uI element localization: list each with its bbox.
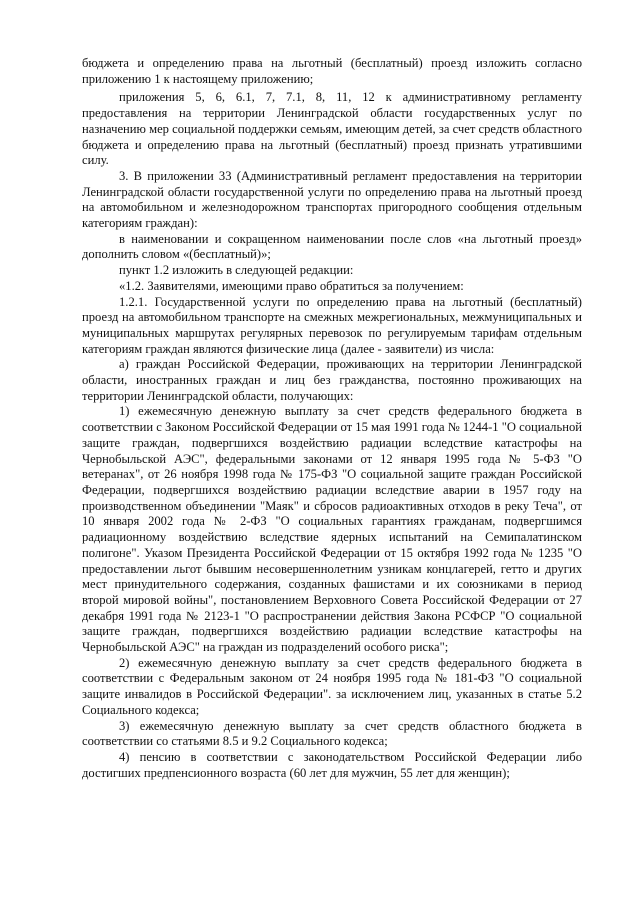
paragraph-subitem-4: 4) пенсию в соответствии с законодательством Российской Федерации либо достигших предпенсионного возраста (60 лет для мужчин, 55 лет для женщин); (82, 749, 582, 780)
paragraph-budget-continuation: бюджета и определению права на льготный (бесплатный) проезд изложить согласно приложению 1 к настоящему приложению; (82, 56, 582, 86)
paragraph-clause-1-2-1: 1.2.1. Государственной услуги по определению права на льготный (бесплатный) проезд на автомобильном транспорте на смежных межрегиональных, межмуниципальных и муниципальных маршрутах регулярных перевозок по регулируемым тарифам отдельным категориям граждан являются физические лица (далее - заявители) из числа: (82, 294, 582, 356)
paragraph-clause-1-2-intro: пункт 1.2 изложить в следующей редакции: (119, 263, 354, 278)
paragraph-item-a: а) граждан Российской Федерации, проживающих на территории Ленинградской области, иностранных граждан и лиц без гражданства, постоянно проживающих на территории Ленинградской области, получающих: (82, 357, 582, 403)
paragraph-clause-1-2: «1.2. Заявителями, имеющими право обратиться за получением: (119, 278, 464, 293)
document-page (82, 56, 582, 781)
paragraph-annex-33: 3. В приложении 33 (Административный регламент предоставления на территории Ленинградской области государственной услуги по определению права на льготный проезд на автомобильном и железнодорожном транспортах пригородного сообщения отдельным категориям граждан): (82, 168, 582, 231)
paragraph-title-amendment: в наименовании и сокращенном наименовании после слов «на льготный проезд» дополнить словом «(бесплатный)»; (82, 231, 582, 262)
paragraph-subitem-3: 3) ежемесячную денежную выплату за счет средств областного бюджета в соответствии со статьями 8.5 и 9.2 Социального кодекса; (82, 718, 582, 749)
paragraph-subitem-1: 1) ежемесячную денежную выплату за счет средств федерального бюджета в соответствии с Законом Российской Федерации от 15 мая 1991 года № 1244-1 "О социальной защите граждан, подвергшихся воздействию радиации вследствие катастрофы на Чернобыльской АЭС", федеральными законами от 12 января 1995 года № 5-ФЗ "О ветеранах", от 26 ноября 1998 года № 175-ФЗ "О социальной защите граждан Российской Федерации, подвергшихся воздействию радиации вследствие аварии в 1957 году на производственном объединении "Маяк" и сбросов радиоактивных отходов в реку Теча", от 10 января 2002 года № 2-ФЗ "О социальных гарантиях гражданам, подвергшимся радиационному воздействию вследствие ядерных испытаний на Семипалатинском полигоне". Указом Президента Российской Федерации от 15 октября 1992 года № 1235 "О предоставлении льгот бывшим несовершеннолетним узникам концлагерей, гетто и других мест принудительного содержания, созданных фашистами и их союзниками в период второй мировой войны", постановлением Верховного Совета Российской Федерации от 27 декабря 1991 года № 2123-1 "О распространении действия Закона РСФСР "О социальной защите граждан, подвергшихся воздействию радиации вследствие катастрофы на Чернобыльской АЭС" на граждан из подразделений особого риска"; (82, 404, 582, 655)
paragraph-annexes-repealed: приложения 5, 6, 6.1, 7, 7.1, 8, 11, 12 к административному регламенту предоставления на территории Ленинградской области государственных услуг по назначению мер социальной поддержки семьям, имеющим детей, за счет средств областного бюджета и определению права на льготный (бесплатный) проезд признать утратившими силу. (82, 90, 582, 168)
paragraph-subitem-2: 2) ежемесячную денежную выплату за счет средств федерального бюджета в соответствии с Федеральным законом от 24 ноября 1995 года № 181-ФЗ "О социальной защите инвалидов в Российской Федерации". за исключением лиц, указанных в статье 5.2 Социального кодекса; (82, 655, 582, 717)
